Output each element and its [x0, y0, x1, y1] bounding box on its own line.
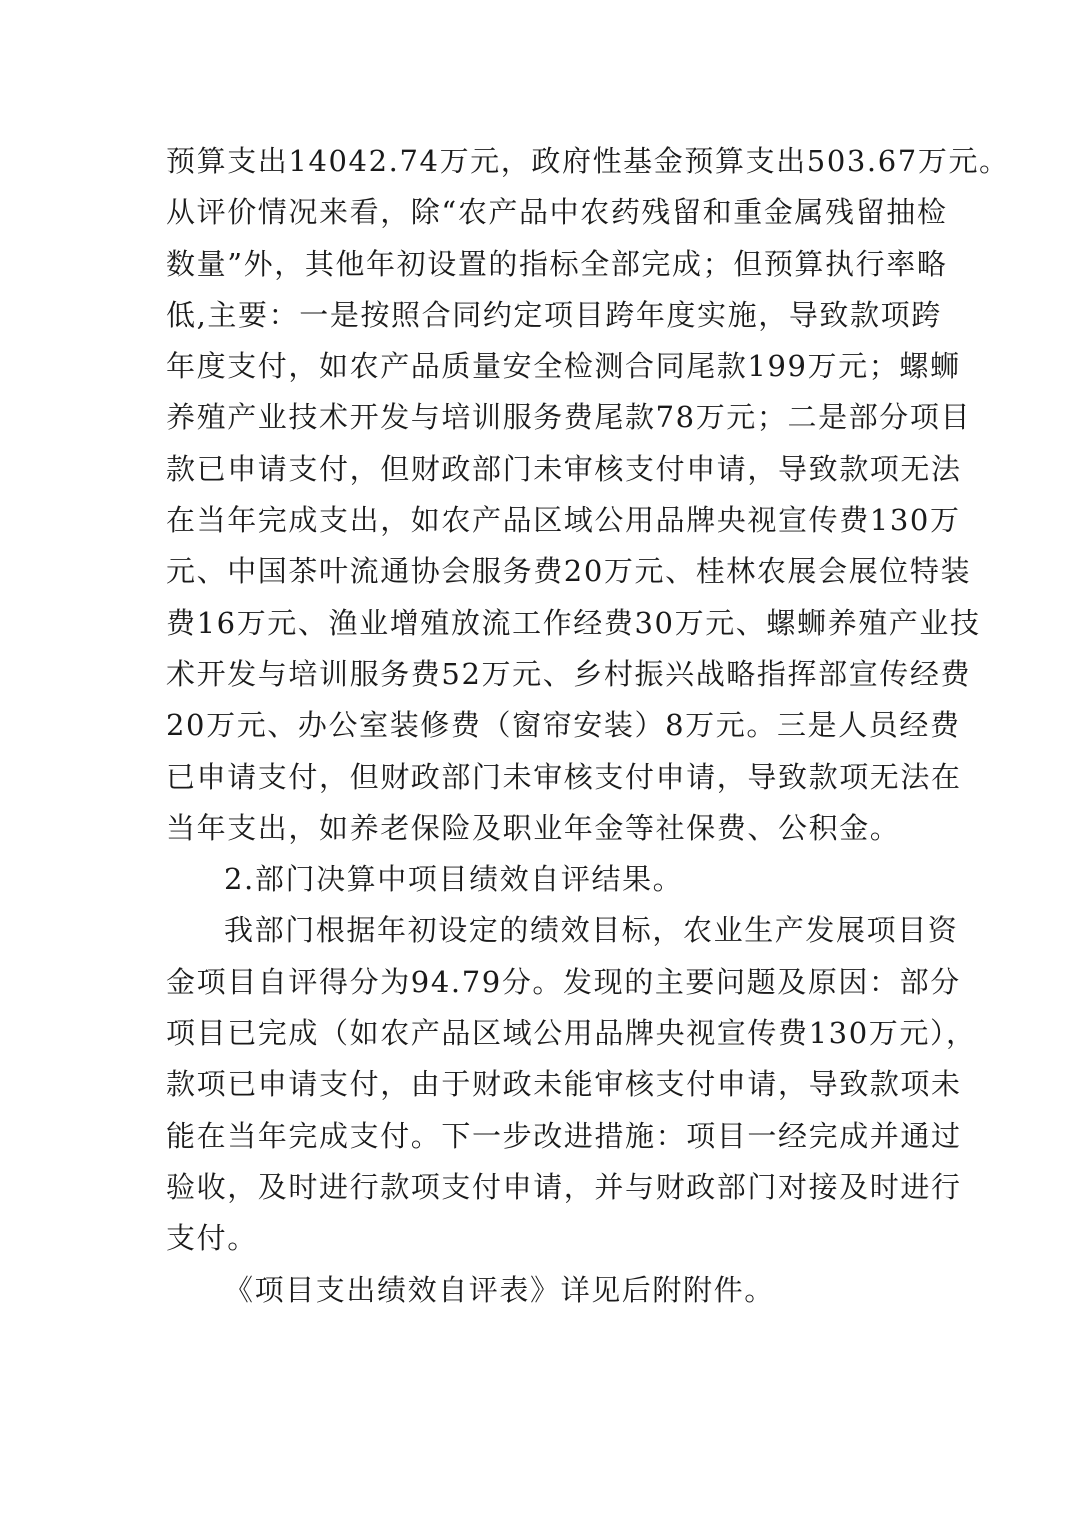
- text-line: 当年支出，如养老保险及职业年金等社保费、公积金。: [166, 810, 901, 845]
- text-line: 低,主要：一是按照合同约定项目跨年度实施，导致款项跨: [166, 297, 942, 332]
- attachment-note: 《项目支出绩效自评表》详见后附附件。: [224, 1272, 775, 1307]
- text-line: 能在当年完成支付。下一步改进措施：项目一经完成并通过: [166, 1118, 962, 1153]
- text-line: 金项目自评得分为94.79分。发现的主要问题及原因：部分: [166, 964, 961, 999]
- text-line: 款已申请支付，但财政部门未审核支付申请，导致款项无法: [166, 451, 962, 486]
- text-line: 验收，及时进行款项支付申请，并与财政部门对接及时进行: [166, 1169, 962, 1204]
- text-line: 我部门根据年初设定的绩效目标，农业生产发展项目资: [224, 913, 959, 948]
- text-line: 元、中国茶叶流通协会服务费20万元、桂林农展会展位特装: [166, 554, 972, 589]
- text-line: 年度支付，如农产品质量安全检测合同尾款199万元；螺蛳: [166, 349, 961, 384]
- text-line: 从评价情况来看，除“农产品中农药残留和重金属残留抽检: [166, 195, 948, 230]
- document-body: [166, 136, 1010, 1316]
- text-line: 款项已申请支付，由于财政未能审核支付申请，导致款项未: [166, 1067, 962, 1102]
- text-line: 费16万元、渔业增殖放流工作经费30万元、螺蛳养殖产业技: [166, 605, 981, 640]
- text-line: 支付。: [166, 1221, 258, 1256]
- text-line: 预算支出14042.74万元，政府性基金预算支出503.67万元。: [166, 144, 1010, 178]
- text-line: 养殖产业技术开发与培训服务费尾款78万元；二是部分项目: [166, 400, 972, 435]
- text-line: 项目已完成（如农产品区域公用品牌央视宣传费130万元），: [166, 1016, 977, 1051]
- text-line: 20万元、办公室装修费（窗帘安装）8万元。三是人员经费: [166, 708, 961, 743]
- text-line: 已申请支付，但财政部门未审核支付申请，导致款项无法在: [166, 759, 962, 794]
- text-line: 数量”外，其他年初设置的指标全部完成；但预算执行率略: [166, 246, 948, 281]
- text-line: 术开发与培训服务费52万元、乡村振兴战略指挥部宣传经费: [166, 656, 972, 691]
- section-heading: 2.部门决算中项目绩效自评结果。: [224, 862, 684, 897]
- text-line: 在当年完成支出，如农产品区域公用品牌央视宣传费130万: [166, 503, 961, 538]
